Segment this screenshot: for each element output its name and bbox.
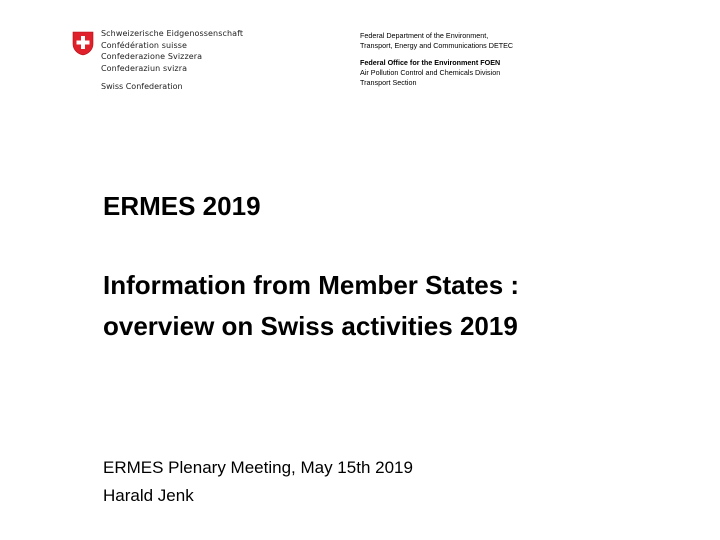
- confederation-name-it: Confederazione Svizzera: [101, 52, 203, 61]
- confederation-names: [101, 28, 243, 74]
- confederation-name-rm: Confederaziun svizra: [101, 63, 188, 73]
- confederation-name-fr: Confédération suisse: [101, 40, 188, 50]
- slide-subtitle: [103, 265, 519, 347]
- subtitle-line-2: overview on Swiss activities 2019: [103, 311, 518, 341]
- department-line-1: Federal Department of the Environment,: [360, 31, 489, 40]
- meeting-info: [103, 454, 413, 510]
- slide-title: ERMES 2019: [103, 191, 261, 221]
- confederation-name-de: Schweizerische Eidgenossenschaft: [101, 29, 244, 38]
- subtitle-line-1: Information from Member States :: [103, 270, 520, 300]
- office-name: Federal Office for the Environment FOEN: [360, 58, 501, 67]
- confederation-name-en: Swiss Confederation: [101, 82, 183, 91]
- division-name: Air Pollution Control and Chemicals Division: [360, 68, 501, 77]
- swiss-cross-icon: [72, 31, 94, 56]
- department-line-2: Transport, Energy and Communications DETEC: [360, 41, 514, 50]
- meeting-name: ERMES Plenary Meeting, May 15th 2019: [103, 458, 413, 477]
- department-spacer: [360, 51, 513, 58]
- presenter-name: Harald Jenk: [103, 486, 194, 505]
- department-info: [360, 31, 513, 88]
- section-name: Transport Section: [360, 78, 417, 87]
- swiss-confederation-logo: [72, 28, 272, 98]
